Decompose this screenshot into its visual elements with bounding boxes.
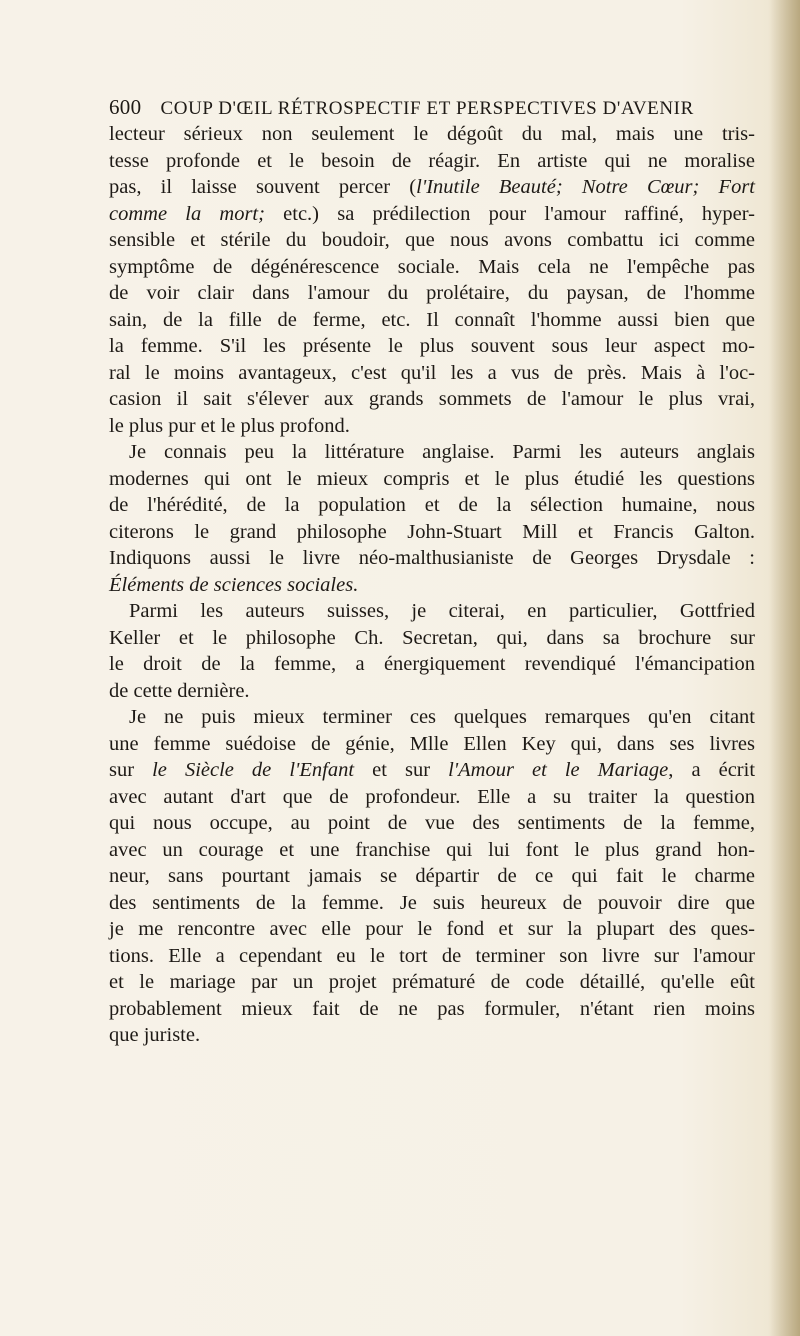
text-line <box>109 307 755 334</box>
text-line <box>109 678 755 705</box>
text-line <box>109 731 755 758</box>
text-line <box>109 333 755 360</box>
text-line <box>109 916 755 943</box>
text-segment: modernes qui ont le mieux compris et le plus étudié les questions <box>109 467 755 490</box>
text-segment: probablement mieux fait de ne pas formuler, n'étant rien moins <box>109 997 755 1020</box>
text-line <box>109 174 755 201</box>
text-line <box>109 784 755 811</box>
text-segment: de voir clair dans l'amour du prolétaire, du paysan, de l'homme <box>109 282 755 304</box>
text-segment: le plus pur et le plus profond. <box>109 414 350 437</box>
text-line <box>109 201 755 228</box>
text-line <box>109 519 755 546</box>
text-line <box>109 545 755 572</box>
text-segment: citerons le grand philosophe John-Stuart Mill et Francis Galton. <box>109 520 755 543</box>
text-segment: Keller et le philosophe Ch. Secretan, qui, dans sa brochure sur <box>109 626 755 649</box>
text-segment: , a écrit <box>668 759 756 781</box>
text-segment: Je ne puis mieux terminer ces quelques remarques qu'en citant <box>129 706 755 728</box>
text-segment: tesse profonde et le besoin de réagir. En artiste qui ne moralise <box>109 149 755 172</box>
text-segment: le droit de la femme, a énergiquement revendiqué l'émancipation <box>109 653 755 675</box>
page-number: 600 <box>109 95 142 119</box>
text-line <box>109 1022 755 1049</box>
text-segment: etc.) sa prédilection pour l'amour raffiné, hyper- <box>264 202 756 225</box>
text-segment: avec un courage et une franchise qui lui font le plus grand hon- <box>109 838 755 861</box>
text-line <box>109 386 755 413</box>
body-text <box>109 121 755 1049</box>
text-line <box>109 148 755 175</box>
text-segment: je me rencontre avec elle pour le fond et sur la plupart des ques- <box>109 918 755 940</box>
text-segment: symptôme de dégénérescence sociale. Mais cela ne l'empêche pas <box>109 255 755 278</box>
text-segment: neur, sans pourtant jamais se départir de ce qui fait le charme <box>109 865 755 887</box>
text-line <box>109 254 755 281</box>
text-line <box>109 943 755 970</box>
text-line <box>109 996 755 1023</box>
text-line <box>109 625 755 652</box>
text-line <box>109 810 755 837</box>
text-segment: de cette dernière. <box>109 679 250 702</box>
text-segment: avec autant d'art que de profondeur. Elle a su traiter la question <box>109 785 755 808</box>
page-edge-shadow <box>770 0 800 1336</box>
text-line <box>109 413 755 440</box>
text-segment: que juriste. <box>109 1024 201 1046</box>
text-segment: de l'hérédité, de la population et de la sélection humaine, nous <box>109 494 755 516</box>
text-segment: et le mariage par un projet prématuré de code détaillé, qu'elle eût <box>109 971 755 993</box>
italic-text-segment: Éléments de sciences sociales. <box>109 573 359 596</box>
text-line <box>109 466 755 493</box>
text-line <box>109 890 755 917</box>
text-segment: tions. Elle a cependant eu le tort de terminer son livre sur l'amour <box>109 944 755 967</box>
text-line <box>109 227 755 254</box>
text-segment: la femme. S'il les présente le plus souvent sous leur aspect mo- <box>109 335 755 357</box>
text-segment: sur <box>109 759 153 781</box>
text-line <box>109 598 755 625</box>
text-line <box>109 704 755 731</box>
text-segment: une femme suédoise de génie, Mlle Ellen Key qui, dans ses livres <box>109 732 755 755</box>
text-line <box>109 757 755 784</box>
text-line <box>109 969 755 996</box>
text-line <box>109 492 755 519</box>
text-line <box>109 280 755 307</box>
text-line <box>109 837 755 864</box>
text-line <box>109 651 755 678</box>
text-segment: et sur <box>354 759 449 781</box>
italic-text-segment: l'Amour et le Mariage <box>448 759 669 781</box>
text-segment: casion il sait s'élever aux grands sommets de l'amour le plus vrai, <box>109 388 755 410</box>
text-segment: Je connais peu la littérature anglaise. Parmi les auteurs anglais <box>129 441 755 463</box>
text-segment: sain, de la fille de ferme, etc. Il connaît l'homme aussi bien que <box>109 308 755 331</box>
text-segment: des sentiments de la femme. Je suis heureux de pouvoir dire que <box>109 891 755 914</box>
text-line <box>109 572 755 599</box>
text-segment: Indiquons aussi le livre néo-malthusianiste de Georges Drysdale : <box>109 547 755 569</box>
text-line <box>109 863 755 890</box>
text-segment: ral le moins avantageux, c'est qu'il les a vus de près. Mais à l'oc- <box>109 361 755 384</box>
running-title: COUP D'ŒIL RÉTROSPECTIF ET PERSPECTIVES D'AVENIR <box>160 98 694 119</box>
italic-text-segment: l'Inutile Beauté; Notre Cœur; Fort <box>416 176 755 198</box>
text-line <box>109 121 755 148</box>
text-line <box>109 439 755 466</box>
italic-text-segment: comme la mort; <box>109 202 265 225</box>
text-segment: Parmi les auteurs suisses, je citerai, en particulier, Gottfried <box>129 600 755 622</box>
text-line <box>109 360 755 387</box>
text-segment: lecteur sérieux non seulement le dégoût du mal, mais une tris- <box>109 123 755 145</box>
italic-text-segment: le Siècle de l'Enfant <box>152 759 355 781</box>
text-segment: qui nous occupe, au point de vue des sentiments de la femme, <box>109 812 755 834</box>
text-segment: pas, il laisse souvent percer ( <box>109 176 417 198</box>
page-header <box>109 95 759 120</box>
text-segment: sensible et stérile du boudoir, que nous avons combattu ici comme <box>109 229 755 251</box>
